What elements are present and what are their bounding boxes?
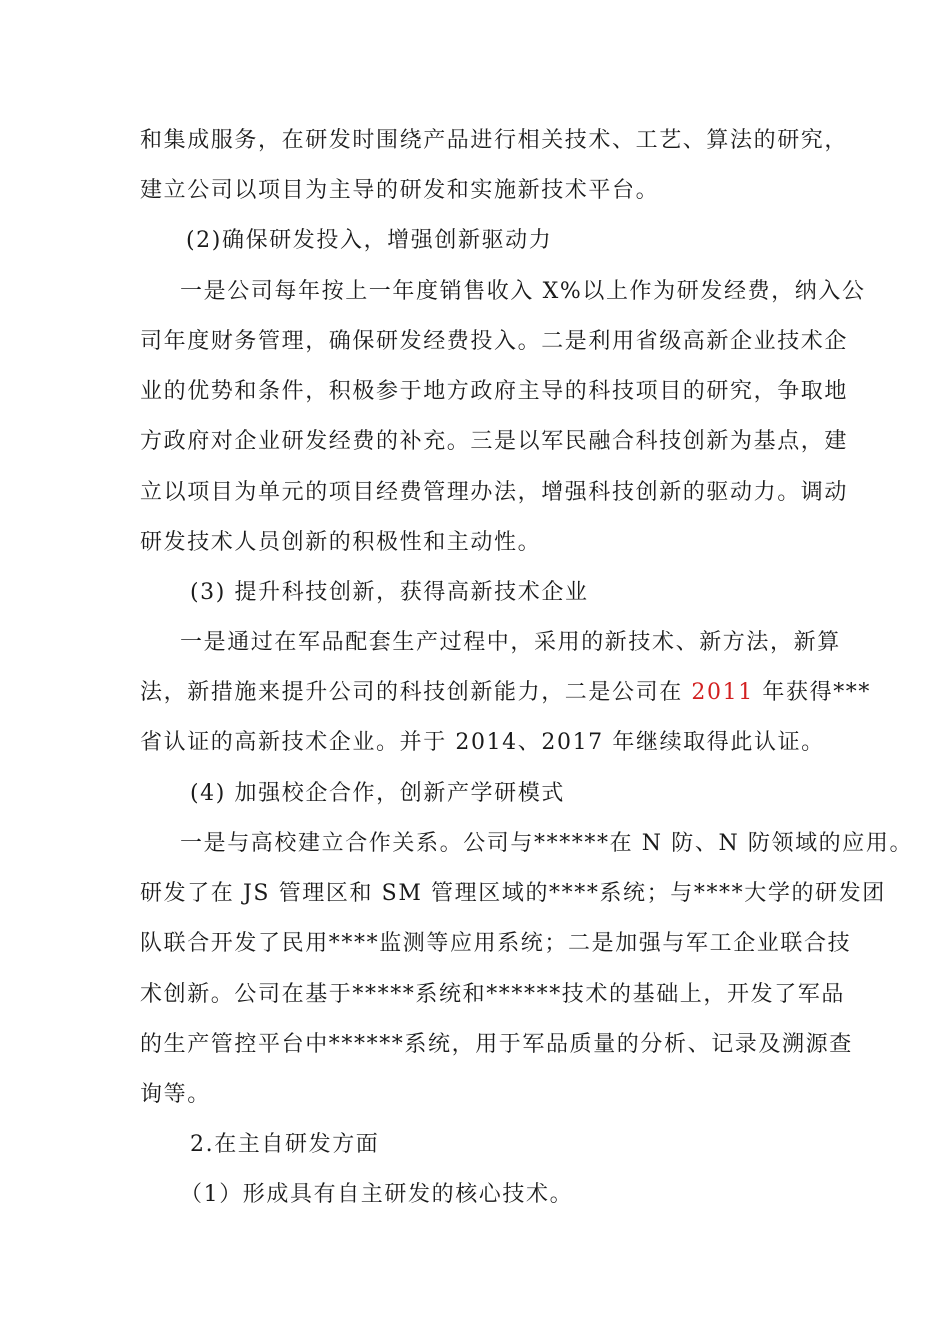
line-12-before: 法，新措施来提升公司的科技创新能力，二是公司在 (140, 680, 692, 705)
heading-3-innovation: (3) 提升科技创新，获得高新技术企业 (190, 580, 589, 605)
paragraph-line-16: 研发了在 JS 管理区和 SM 管理区域的****系统；与****大学的研发团 (140, 881, 886, 906)
paragraph-line-17: 队联合开发了民用****监测等应用系统；二是加强与军工企业联合技 (140, 931, 852, 956)
paragraph-line-2: 建立公司以项目为主导的研发和实施新技术平台。 (140, 178, 660, 203)
paragraph-line-13: 省认证的高新技术企业。并于 2014、2017 年继续取得此认证。 (140, 730, 825, 755)
paragraph-line-12 (140, 678, 871, 708)
paragraph-line-15: 一是与高校建立合作关系。公司与******在 N 防、N 防领域的应用。 (180, 831, 914, 856)
heading-4-cooperation: (4) 加强校企合作，创新产学研模式 (190, 781, 565, 806)
paragraph-line-18: 术创新。公司在基于*****系统和******技术的基础上，开发了军品 (140, 982, 846, 1007)
section-heading-2: 2.在主自研发方面 (190, 1132, 380, 1157)
paragraph-line-9: 研发技术人员创新的积极性和主动性。 (140, 530, 542, 555)
paragraph-line-20: 询等。 (140, 1082, 211, 1107)
paragraph-line-11: 一是通过在军品配套生产过程中，采用的新技术、新方法，新算 (180, 630, 841, 655)
paragraph-line-19: 的生产管控平台中******系统，用于军品质量的分析、记录及溯源查 (140, 1032, 853, 1057)
heading-2-invest: (2)确保研发投入，增强创新驱动力 (186, 228, 553, 253)
highlighted-year: 2011 (691, 680, 754, 705)
paragraph-line-4: 一是公司每年按上一年度销售收入 X%以上作为研发经费，纳入公 (180, 279, 866, 304)
paragraph-line-5: 司年度财务管理，确保研发经费投入。二是利用省级高新企业技术企 (140, 329, 849, 354)
line-12-after: 年获得*** (753, 680, 871, 705)
paragraph-line-1: 和集成服务，在研发时围绕产品进行相关技术、工艺、算法的研究， (140, 128, 849, 153)
paragraph-line-8: 立以项目为单元的项目经费管理办法，增强科技创新的驱动力。调动 (140, 480, 849, 505)
paragraph-line-7: 方政府对企业研发经费的补充。三是以军民融合科技创新为基点，建 (140, 429, 849, 454)
paragraph-line-6: 业的优势和条件，积极参于地方政府主导的科技项目的研究，争取地 (140, 379, 849, 404)
subsection-heading-1: （1）形成具有自主研发的核心技术。 (180, 1182, 574, 1207)
